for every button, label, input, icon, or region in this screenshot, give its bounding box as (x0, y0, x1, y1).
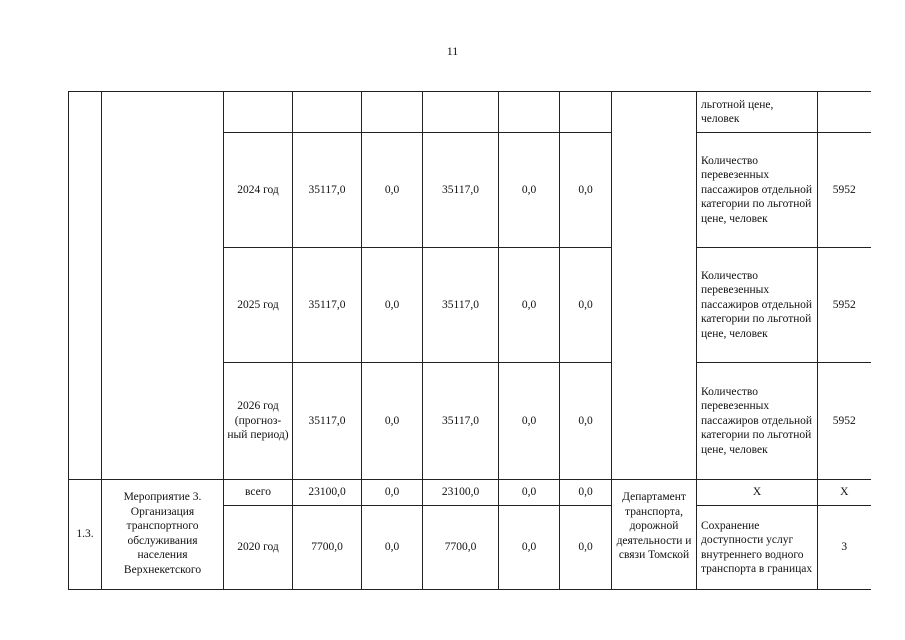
indicator-value-cell: 3 (818, 506, 871, 590)
other-cell: 0,0 (560, 133, 612, 248)
empty-name-cell (102, 92, 224, 480)
local-cell: 0,0 (499, 363, 560, 480)
year-cell: 2020 год (224, 506, 293, 590)
year-cell: всего (224, 480, 293, 506)
regional-cell: 35117,0 (423, 133, 499, 248)
budget-table (68, 91, 871, 590)
total-cell: 23100,0 (293, 480, 362, 506)
indicator-value-cell: 5952 (818, 133, 871, 248)
other-cell (560, 92, 612, 133)
total-cell (293, 92, 362, 133)
total-cell: 7700,0 (293, 506, 362, 590)
regional-cell: 35117,0 (423, 248, 499, 363)
other-cell: 0,0 (560, 248, 612, 363)
total-cell: 35117,0 (293, 363, 362, 480)
regional-cell: 35117,0 (423, 363, 499, 480)
indicator-cell: Х (697, 480, 818, 506)
indicator-cell: Сохранение доступности услуг внутреннего водного транспорта в границах (697, 506, 818, 590)
indicator-value-cell (818, 92, 871, 133)
year-cell: 2025 год (224, 248, 293, 363)
federal-cell: 0,0 (362, 480, 423, 506)
federal-cell: 0,0 (362, 248, 423, 363)
executor-cell: Департамент транспорта, дорожной деятельности и связи Томской (612, 480, 697, 590)
year-cell: 2026 год (прогноз-ный период) (224, 363, 293, 480)
federal-cell (362, 92, 423, 133)
page-number: 11 (446, 44, 459, 58)
regional-cell: 23100,0 (423, 480, 499, 506)
local-cell: 0,0 (499, 248, 560, 363)
local-cell: 0,0 (499, 506, 560, 590)
indicator-value-cell: Х (818, 480, 871, 506)
total-cell: 35117,0 (293, 248, 362, 363)
federal-cell: 0,0 (362, 506, 423, 590)
indicator-cell: Количество перевезенных пассажиров отдельной категории по льготной цене, человек (697, 133, 818, 248)
local-cell (499, 92, 560, 133)
total-cell: 35117,0 (293, 133, 362, 248)
empty-executor-cell (612, 92, 697, 480)
year-cell: 2024 год (224, 133, 293, 248)
year-cell (224, 92, 293, 133)
regional-cell: 7700,0 (423, 506, 499, 590)
other-cell: 0,0 (560, 480, 612, 506)
other-cell: 0,0 (560, 506, 612, 590)
indicator-value-cell: 5952 (818, 363, 871, 480)
table-row (69, 92, 871, 133)
indicator-cell: льготной цене, человек (697, 92, 818, 133)
regional-cell (423, 92, 499, 133)
section-number-cell: 1.3. (69, 480, 102, 590)
table-row (69, 480, 871, 506)
section-name-cell: Мероприятие 3. Организация транспортного обслуживания населения Верхнекетского (102, 480, 224, 590)
indicator-cell: Количество перевезенных пассажиров отдельной категории по льготной цене, человек (697, 363, 818, 480)
federal-cell: 0,0 (362, 133, 423, 248)
indicator-cell: Количество перевезенных пассажиров отдельной категории по льготной цене, человек (697, 248, 818, 363)
local-cell: 0,0 (499, 133, 560, 248)
federal-cell: 0,0 (362, 363, 423, 480)
empty-number-cell (69, 92, 102, 480)
indicator-value-cell: 5952 (818, 248, 871, 363)
other-cell: 0,0 (560, 363, 612, 480)
local-cell: 0,0 (499, 480, 560, 506)
